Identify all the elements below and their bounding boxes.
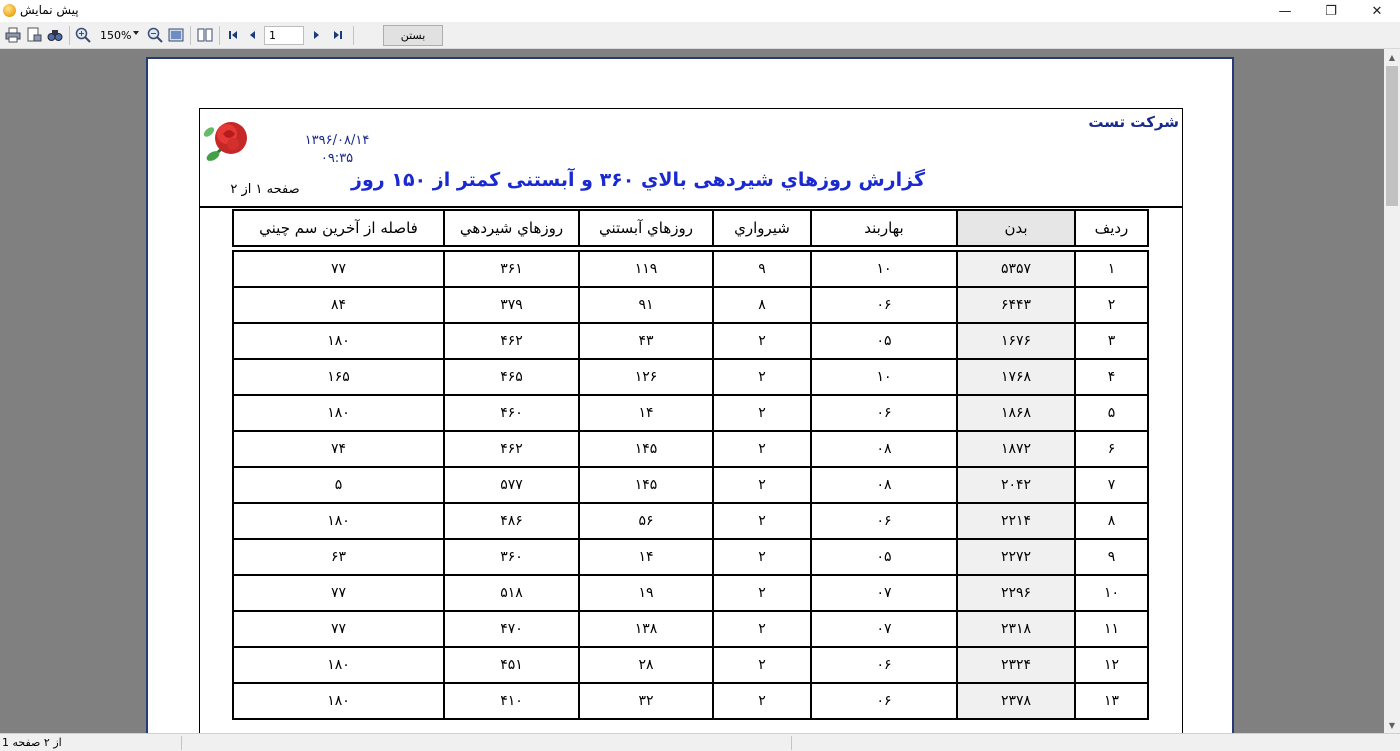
title-bar: [0, 0, 1400, 22]
scroll-thumb[interactable]: [1386, 66, 1398, 206]
cell-milking: ۲: [713, 467, 811, 503]
cell-row-no: ۱۱: [1075, 611, 1148, 647]
cell-body: ۲۰۴۲: [957, 467, 1075, 503]
cell-milking: ۲: [713, 647, 811, 683]
scroll-up-arrow-icon[interactable]: ▲: [1388, 52, 1396, 62]
cell-pregnancy-days: ۹۱: [579, 287, 713, 323]
cell-hoof-trim-gap: ۷۷: [233, 611, 444, 647]
zoom-value: 150%: [100, 29, 132, 42]
status-page-info: از ۲ صفحه 1: [2, 736, 62, 749]
cell-body: ۱۷۶۸: [957, 359, 1075, 395]
cell-pregnancy-days: ۱۴: [579, 539, 713, 575]
next-page-icon[interactable]: [309, 27, 325, 43]
app-icon: [3, 4, 16, 17]
cell-milking-days: ۳۷۹: [444, 287, 579, 323]
cell-milking-days: ۴۶۵: [444, 359, 579, 395]
cell-hoof-trim-gap: ۸۴: [233, 287, 444, 323]
cell-pregnancy-days: ۳۲: [579, 683, 713, 719]
cell-hoof-trim-gap: ۱۸۰: [233, 395, 444, 431]
cell-pen: ۰۶: [811, 683, 957, 719]
cell-pen: ۰۶: [811, 503, 957, 539]
cell-row-no: ۳: [1075, 323, 1148, 359]
cell-pregnancy-days: ۵۶: [579, 503, 713, 539]
cell-body: ۲۲۷۲: [957, 539, 1075, 575]
cell-pen: ۰۸: [811, 467, 957, 503]
cell-pen: ۰۸: [811, 431, 957, 467]
company-name: شرکت تست: [1088, 113, 1179, 131]
page-counter: صفحه ۱ از ۲: [230, 182, 300, 197]
cell-milking: ۸: [713, 287, 811, 323]
table-row: [233, 467, 1148, 503]
cell-body: ۲۲۹۶: [957, 575, 1075, 611]
toolbar-separator: [353, 26, 354, 45]
cell-hoof-trim-gap: ۱۶۵: [233, 359, 444, 395]
cell-milking-days: ۳۶۱: [444, 251, 579, 287]
cell-body: ۲۳۲۴: [957, 647, 1075, 683]
cell-milking-days: ۴۶۰: [444, 395, 579, 431]
cell-body: ۱۶۷۶: [957, 323, 1075, 359]
table-row: [233, 611, 1148, 647]
cell-body: ۲۳۱۸: [957, 611, 1075, 647]
column-header-pregnancy-days: روزهاي آبستني: [579, 210, 713, 246]
cell-pen: ۰۷: [811, 575, 957, 611]
zoom-select[interactable]: [97, 26, 141, 45]
toolbar-separator: [190, 26, 191, 45]
column-headers: [232, 209, 1149, 247]
cell-milking-days: ۵۷۷: [444, 467, 579, 503]
cell-milking-days: ۵۱۸: [444, 575, 579, 611]
cell-row-no: ۵: [1075, 395, 1148, 431]
column-header-milking: شيرواري: [713, 210, 811, 246]
report-page: [146, 57, 1234, 733]
cell-milking-days: ۳۶۰: [444, 539, 579, 575]
cell-row-no: ۱۲: [1075, 647, 1148, 683]
zoom-in-icon[interactable]: [75, 27, 91, 43]
toolbar: [0, 22, 1400, 49]
cell-hoof-trim-gap: ۶۳: [233, 539, 444, 575]
column-header-row-no: رديف: [1075, 210, 1148, 246]
cell-milking: ۲: [713, 611, 811, 647]
column-header-hoof-trim-gap: فاصله از آخرين سم چيني: [233, 210, 444, 246]
cell-row-no: ۱۳: [1075, 683, 1148, 719]
minimize-button[interactable]: —: [1278, 3, 1292, 19]
report-title: گزارش روزهاي شيردهی بالاي ۳۶۰ و آبستنی کمتر از ۱۵۰ روز: [351, 169, 925, 191]
cell-row-no: ۸: [1075, 503, 1148, 539]
table-row: [233, 503, 1148, 539]
cell-pen: ۰۷: [811, 611, 957, 647]
cell-milking: ۹: [713, 251, 811, 287]
cell-milking: ۲: [713, 395, 811, 431]
table-row: [233, 683, 1148, 719]
table-row: [233, 395, 1148, 431]
cell-pregnancy-days: ۱۹: [579, 575, 713, 611]
cell-milking-days: ۴۷۰: [444, 611, 579, 647]
chevron-down-icon: [133, 31, 139, 35]
cell-body: ۲۳۷۸: [957, 683, 1075, 719]
cell-milking-days: ۴۵۱: [444, 647, 579, 683]
cell-pregnancy-days: ۴۳: [579, 323, 713, 359]
cell-body: ۵۳۵۷: [957, 251, 1075, 287]
cell-milking-days: ۴۱۰: [444, 683, 579, 719]
cell-row-no: ۴: [1075, 359, 1148, 395]
rose-logo-icon: [203, 112, 251, 168]
cell-pregnancy-days: ۱۴۵: [579, 431, 713, 467]
cell-pregnancy-days: ۲۸: [579, 647, 713, 683]
cell-hoof-trim-gap: ۱۸۰: [233, 683, 444, 719]
cell-pen: ۰۶: [811, 395, 957, 431]
cell-pregnancy-days: ۱۴۵: [579, 467, 713, 503]
cell-pregnancy-days: ۱۳۸: [579, 611, 713, 647]
cell-pregnancy-days: ۱۴: [579, 395, 713, 431]
cell-pen: ۰۵: [811, 539, 957, 575]
cell-milking-days: ۴۶۲: [444, 431, 579, 467]
table-row: [233, 647, 1148, 683]
column-header-pen: بهاربند: [811, 210, 957, 246]
report-time: ۰۹:۳۵: [320, 151, 354, 166]
cell-milking: ۲: [713, 503, 811, 539]
status-bar: [0, 733, 1400, 751]
toolbar-separator: [219, 26, 220, 45]
preview-area: [0, 49, 1384, 733]
cell-row-no: ۹: [1075, 539, 1148, 575]
page-number-input[interactable]: 1: [264, 26, 304, 45]
restore-button[interactable]: ❐: [1325, 3, 1337, 19]
column-header-body: بدن: [957, 210, 1075, 246]
table-row: [233, 431, 1148, 467]
cell-milking: ۲: [713, 683, 811, 719]
table-row: [233, 359, 1148, 395]
cell-hoof-trim-gap: ۷۷: [233, 575, 444, 611]
cell-hoof-trim-gap: ۱۸۰: [233, 503, 444, 539]
cell-hoof-trim-gap: ۷۴: [233, 431, 444, 467]
scroll-down-arrow-icon[interactable]: ▼: [1388, 720, 1396, 730]
table-row: [233, 251, 1148, 287]
cell-milking: ۲: [713, 431, 811, 467]
cell-row-no: ۲: [1075, 287, 1148, 323]
print-icon[interactable]: [5, 27, 21, 43]
cell-row-no: ۱۰: [1075, 575, 1148, 611]
cell-pregnancy-days: ۱۲۶: [579, 359, 713, 395]
cell-row-no: ۱: [1075, 251, 1148, 287]
window-title: پیش نمایش: [20, 3, 79, 17]
table-row: [233, 323, 1148, 359]
cell-pregnancy-days: ۱۱۹: [579, 251, 713, 287]
table-row: [233, 539, 1148, 575]
report-header: [199, 108, 1183, 208]
page-setup-icon[interactable]: [26, 27, 42, 43]
cell-hoof-trim-gap: ۱۸۰: [233, 323, 444, 359]
zoom-out-icon[interactable]: [147, 27, 163, 43]
fullscreen-icon[interactable]: [168, 27, 184, 43]
cell-milking: ۲: [713, 359, 811, 395]
cell-body: ۱۸۶۸: [957, 395, 1075, 431]
table-row: [233, 575, 1148, 611]
cell-pen: ۱۰: [811, 359, 957, 395]
cell-hoof-trim-gap: ۵: [233, 467, 444, 503]
vertical-scrollbar[interactable]: [1384, 49, 1400, 733]
first-page-icon[interactable]: [225, 27, 241, 43]
cell-body: ۲۲۱۴: [957, 503, 1075, 539]
cell-milking-days: ۴۸۶: [444, 503, 579, 539]
cell-row-no: ۶: [1075, 431, 1148, 467]
cell-milking: ۲: [713, 539, 811, 575]
toolbar-separator: [69, 26, 70, 45]
header-row: [233, 210, 1148, 246]
close-window-button[interactable]: ✕: [1371, 3, 1383, 19]
cell-body: ۶۴۴۳: [957, 287, 1075, 323]
column-header-milking-days: روزهاي شيردهي: [444, 210, 579, 246]
cell-pen: ۱۰: [811, 251, 957, 287]
cell-body: ۱۸۷۲: [957, 431, 1075, 467]
cell-pen: ۰۵: [811, 323, 957, 359]
close-button[interactable]: بستن: [383, 25, 443, 46]
cell-hoof-trim-gap: ۱۸۰: [233, 647, 444, 683]
prev-page-icon[interactable]: [244, 27, 260, 43]
find-icon[interactable]: [47, 27, 63, 43]
report-table: [232, 250, 1149, 720]
report-date: ۱۳۹۶/۰۸/۱۴: [304, 133, 370, 148]
cell-row-no: ۷: [1075, 467, 1148, 503]
cell-milking: ۲: [713, 323, 811, 359]
cell-hoof-trim-gap: ۷۷: [233, 251, 444, 287]
table-row: [233, 287, 1148, 323]
two-pages-icon[interactable]: [197, 27, 213, 43]
cell-milking-days: ۴۶۲: [444, 323, 579, 359]
cell-pen: ۰۶: [811, 647, 957, 683]
cell-milking: ۲: [713, 575, 811, 611]
status-divider: [181, 736, 182, 750]
cell-pen: ۰۶: [811, 287, 957, 323]
status-divider: [791, 736, 792, 750]
last-page-icon[interactable]: [330, 27, 346, 43]
